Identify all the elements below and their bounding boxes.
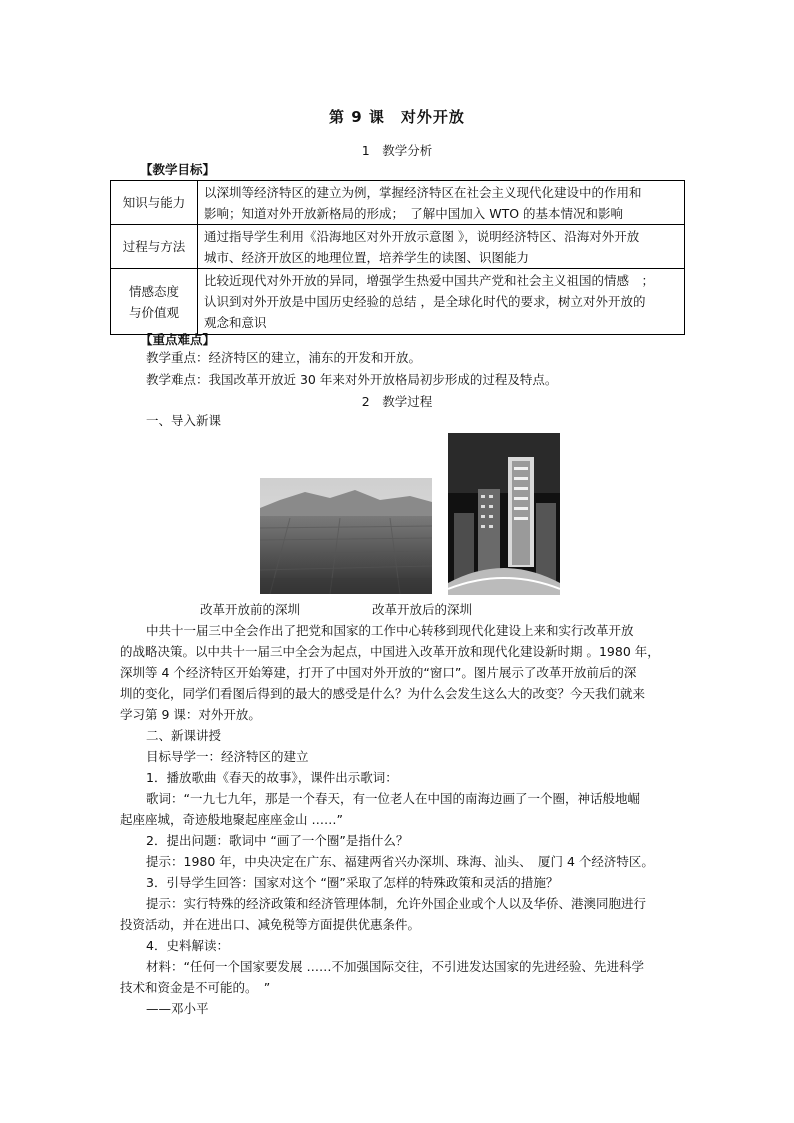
intro-paragraph-line: 的战略决策。以中共十一届三中全会为起点，中国进入改革开放和现代化建设新时期 。1980 年，: [120, 644, 660, 659]
section-teaching-analysis: 1 教学分析: [361, 143, 433, 158]
objective-content: 以深圳等经济特区的建立为例，掌握经济特区在社会主义现代化建设中的作用和 影响；知道对外开放新格局的形成； 了解中国加入 WTO 的基本情况和影响: [198, 181, 685, 225]
step-four: 4．史料解读：: [146, 938, 229, 953]
lecture-heading: 二、新课讲授: [146, 728, 222, 743]
goal-one-heading: 目标导学一：经济特区的建立: [146, 749, 309, 764]
photo-shenzhen-before: [260, 478, 432, 594]
difficult-point: 教学难点：我国改革开放近 30 年来对外开放格局初步形成的过程及特点。: [146, 372, 558, 387]
caption-after: 改革开放后的深圳: [372, 602, 473, 617]
intro-paragraph-line: 中共十一届三中全会作出了把党和国家的工作中心转移到现代化建设上来和实行改革开放: [146, 623, 634, 638]
objective-key: 情感态度 与价值观: [111, 269, 198, 335]
lyrics-line: 歌词：“一九七九年，那是一个春天，有一位老人在中国的南海边画了一个圈，神话般地崛: [146, 791, 640, 806]
key-point: 教学重点：经济特区的建立，浦东的开发和开放。: [146, 350, 422, 365]
objective-content: 通过指导学生利用《沿海地区对外开放示意图 》，说明经济特区、沿海对外开放 城市、经济开放区的地理位置，培养学生的读图、识图能力: [198, 225, 685, 269]
material-line: 材料：“任何一个国家要发展 ……不加强国际交往，不引进发达国家的先进经验、先进科学: [146, 959, 644, 974]
lesson-title: 第 9 课 对外开放: [329, 108, 465, 126]
hint-two-line: 提示：实行特殊的经济政策和经济管理体制，允许外国企业或个人以及华侨、港澳同胞进行: [146, 896, 647, 911]
objective-row-knowledge: [111, 181, 685, 225]
objective-content: 比较近现代对外开放的异同，增强学生热爱中国共产党和社会主义祖国的情感 ； 认识到对外开放是中国历史经验的总结 ，是全球化时代的要求，树立对外开放的 观念和意识: [198, 269, 685, 335]
intro-paragraph-line: 圳的变化，同学们看图后得到的最大的感受是什么？为什么会发生这么大的改变？今天我们就来: [120, 686, 646, 701]
section-teaching-process: 2 教学过程: [361, 394, 433, 409]
keypoints-label: 【重点难点】: [140, 332, 216, 347]
objectives-table: [110, 180, 685, 335]
objective-row-process: [111, 225, 685, 269]
intro-heading: 一、导入新课: [146, 413, 222, 428]
caption-before: 改革开放前的深圳: [200, 602, 301, 617]
step-one: 1．播放歌曲《春天的故事》，课件出示歌词：: [146, 770, 398, 785]
step-two: 2．提出问题：歌词中 “画了一个圈”是指什么？: [146, 833, 409, 848]
intro-paragraph-line: 学习第 9 课：对外开放。: [120, 707, 261, 722]
hint-one: 提示：1980 年，中央决定在广东、福建两省兴办深圳、珠海、汕头、 厦门 4 个经济特区。: [146, 854, 654, 869]
intro-paragraph-line: 深圳等 4 个经济特区开始筹建，打开了中国对外开放的“窗口”。图片展示了改革开放前后的深: [120, 665, 637, 680]
objective-row-attitude: [111, 269, 685, 335]
lyrics-line: 起座座城，奇迹般地聚起座座金山 ……”: [120, 812, 343, 827]
hint-two-line: 投资活动，并在进出口、减免税等方面提供优惠条件。: [120, 917, 421, 932]
objective-key: 过程与方法: [111, 225, 198, 269]
objectives-label: 【教学目标】: [140, 162, 216, 177]
material-line: 技术和资金是不可能的。 ”: [120, 980, 271, 995]
step-three: 3．引导学生回答：国家对这个 “圈”采取了怎样的特殊政策和灵活的措施？: [146, 875, 559, 890]
quote-attribution: ——邓小平: [146, 1001, 209, 1016]
objective-key: 知识与能力: [111, 181, 198, 225]
photo-shenzhen-after: [448, 433, 560, 595]
